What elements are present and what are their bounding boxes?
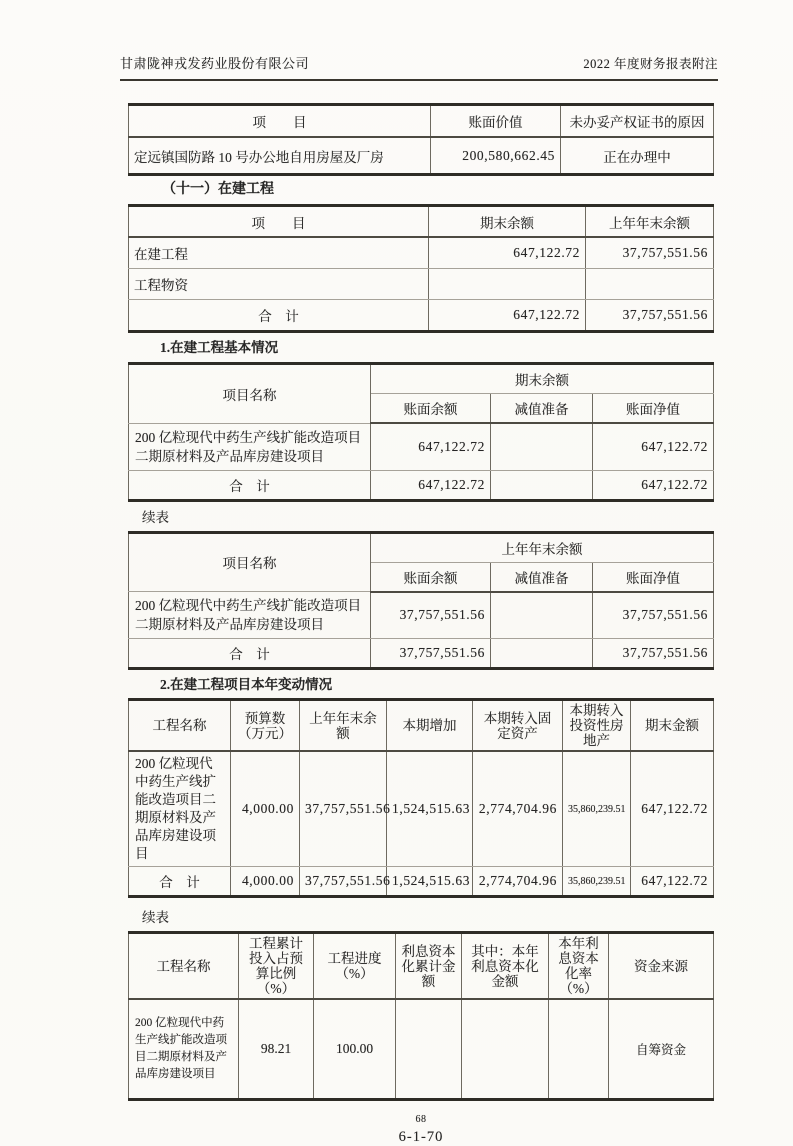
total-impairment-cell	[491, 639, 593, 669]
cip-detail-closing-table	[128, 362, 714, 502]
section-11-1-heading: 1.在建工程基本情况	[160, 340, 279, 355]
table-header-row	[129, 206, 714, 238]
input-to-budget-ratio-cell: 98.21	[239, 999, 314, 1100]
col-header-capitalization-rate: 本年利息资本化率（%）	[549, 933, 609, 1000]
project-name-cell: 200 亿粒现代中药生产线扩能改造项目二期原材料及产品库房建设项目	[129, 423, 371, 470]
funding-source-cell: 自筹资金	[609, 999, 714, 1100]
total-increase-cell: 1,524,515.63	[387, 867, 473, 897]
project-name-cell: 200 亿粒现代中药生产线扩能改造项目二期原材料及产品库房建设项目	[129, 751, 231, 867]
prior-balance-cell: 37,757,551.56	[300, 751, 387, 867]
col-header-budget: 预算数（万元）	[231, 700, 300, 752]
total-row	[129, 639, 714, 669]
col-header-net-amount: 账面净值	[593, 394, 714, 424]
table-header-row	[129, 105, 714, 138]
project-name-cell: 200 亿粒现代中药生产线扩能改造项目二期原材料及产品库房建设项目	[129, 592, 371, 639]
table-row	[129, 269, 714, 300]
col-header-input-to-budget-ratio: 工程累计投入占预算比例（%）	[239, 933, 314, 1000]
total-row	[129, 867, 714, 897]
col-header-impairment: 减值准备	[491, 562, 593, 592]
table-row	[129, 999, 714, 1100]
impairment-cell	[491, 592, 593, 639]
cip-summary-table	[128, 204, 714, 333]
cip-movement-table	[128, 698, 714, 898]
col-group-closing-balance: 期末余额	[371, 364, 714, 394]
total-to-fixed-assets-cell: 2,774,704.96	[473, 867, 563, 897]
col-header-item: 项 目	[129, 206, 429, 238]
col-header-net-amount: 账面净值	[593, 562, 714, 592]
table-row	[129, 751, 714, 867]
col-header-closing-balance: 期末余额	[429, 206, 586, 238]
col-header-book-value: 账面价值	[431, 105, 561, 138]
total-gross-cell: 647,122.72	[371, 470, 491, 500]
col-group-prior-balance: 上年年末余额	[371, 532, 714, 562]
table-header-row	[129, 933, 714, 1000]
gross-amount-cell: 37,757,551.56	[371, 592, 491, 639]
property-reason-cell: 正在办理中	[561, 137, 714, 175]
total-label-cell: 合 计	[129, 639, 371, 669]
total-label-cell: 合 计	[129, 867, 231, 897]
total-budget-cell: 4,000.00	[231, 867, 300, 897]
total-to-investment-property-cell: 35,860,239.51	[563, 867, 631, 897]
total-prior-balance-cell: 37,757,551.56	[300, 867, 387, 897]
col-header-project-name: 项目名称	[129, 532, 371, 592]
capitalization-rate-cell	[549, 999, 609, 1100]
total-row	[129, 300, 714, 332]
budget-cell: 4,000.00	[231, 751, 300, 867]
col-header-project-name: 工程名称	[129, 933, 239, 1000]
net-amount-cell: 647,122.72	[593, 423, 714, 470]
increase-cell: 1,524,515.63	[387, 751, 473, 867]
col-header-capitalized-interest-cumulative: 利息资本化累计金额	[396, 933, 462, 1000]
cip-closing-cell: 647,122.72	[429, 237, 586, 269]
col-header-increase: 本期增加	[387, 700, 473, 752]
total-impairment-cell	[491, 470, 593, 500]
continued-table-label: 续表	[142, 910, 169, 925]
col-header-impairment: 减值准备	[491, 394, 593, 424]
cip-prior-cell: 37,757,551.56	[586, 237, 714, 269]
col-header-gross-amount: 账面余额	[371, 394, 491, 424]
capitalized-interest-cumulative-cell	[396, 999, 462, 1100]
materials-closing-cell	[429, 269, 586, 300]
table-header-row	[129, 532, 714, 562]
page-header	[120, 0, 718, 81]
col-header-to-investment-property: 本期转入投资性房地产	[563, 700, 631, 752]
table-row	[129, 137, 714, 175]
capitalized-interest-current-year-cell	[462, 999, 549, 1100]
table-header-row	[129, 700, 714, 752]
progress-cell: 100.00	[314, 999, 396, 1100]
total-net-cell: 647,122.72	[593, 470, 714, 500]
page-number: 68	[415, 1114, 427, 1125]
doc-page-code: 6-1-70	[398, 1129, 444, 1145]
col-header-reason: 未办妥产权证书的原因	[561, 105, 714, 138]
cip-detail-prior-table	[128, 531, 714, 671]
page-footer	[128, 1114, 714, 1146]
property-book-value-cell: 200,580,662.45	[431, 137, 561, 175]
materials-item-cell: 工程物资	[129, 269, 429, 300]
total-prior-cell: 37,757,551.56	[586, 300, 714, 332]
table-row	[129, 423, 714, 470]
cip-item-cell: 在建工程	[129, 237, 429, 269]
table-header-row	[129, 364, 714, 394]
col-header-capitalized-interest-current-year: 其中：本年利息资本化金额	[462, 933, 549, 1000]
col-header-closing-amount: 期末金额	[631, 700, 714, 752]
net-amount-cell: 37,757,551.56	[593, 592, 714, 639]
materials-prior-cell	[586, 269, 714, 300]
total-row	[129, 470, 714, 500]
company-name: 甘肃陇神戎发药业股份有限公司	[120, 56, 310, 71]
to-investment-property-cell: 35,860,239.51	[563, 751, 631, 867]
total-closing-amount-cell: 647,122.72	[631, 867, 714, 897]
col-header-to-fixed-assets: 本期转入固定资产	[473, 700, 563, 752]
to-fixed-assets-cell: 2,774,704.96	[473, 751, 563, 867]
project-name-cell: 200 亿粒现代中药生产线扩能改造项目二期原材料及产品库房建设项目	[129, 999, 239, 1100]
table-row	[129, 592, 714, 639]
continued-table-label: 续表	[142, 509, 169, 525]
col-header-gross-amount: 账面余额	[371, 562, 491, 592]
total-label-cell: 合 计	[129, 470, 371, 500]
col-header-prior-balance: 上年年末余额	[300, 700, 387, 752]
property-certificate-table	[128, 103, 714, 176]
section-11-heading: （十一）在建工程	[162, 182, 274, 197]
col-header-project-name: 项目名称	[129, 364, 371, 424]
section-11-2-heading: 2.在建工程项目本年变动情况	[160, 677, 333, 692]
table-row	[129, 237, 714, 269]
impairment-cell	[491, 423, 593, 470]
col-header-funding-source: 资金来源	[609, 933, 714, 1000]
cip-movement-continued-table	[128, 931, 714, 1101]
col-header-item: 项 目	[129, 105, 431, 138]
closing-amount-cell: 647,122.72	[631, 751, 714, 867]
col-header-prior-balance: 上年年末余额	[586, 206, 714, 238]
gross-amount-cell: 647,122.72	[371, 423, 491, 470]
col-header-project-name: 工程名称	[129, 700, 231, 752]
total-label-cell: 合 计	[129, 300, 429, 332]
property-item-cell: 定远镇国防路 10 号办公地自用房屋及厂房	[129, 137, 431, 175]
total-gross-cell: 37,757,551.56	[371, 639, 491, 669]
report-title: 2022 年度财务报表附注	[583, 57, 718, 71]
total-net-cell: 37,757,551.56	[593, 639, 714, 669]
col-header-progress: 工程进度（%）	[314, 933, 396, 1000]
total-closing-cell: 647,122.72	[429, 300, 586, 332]
